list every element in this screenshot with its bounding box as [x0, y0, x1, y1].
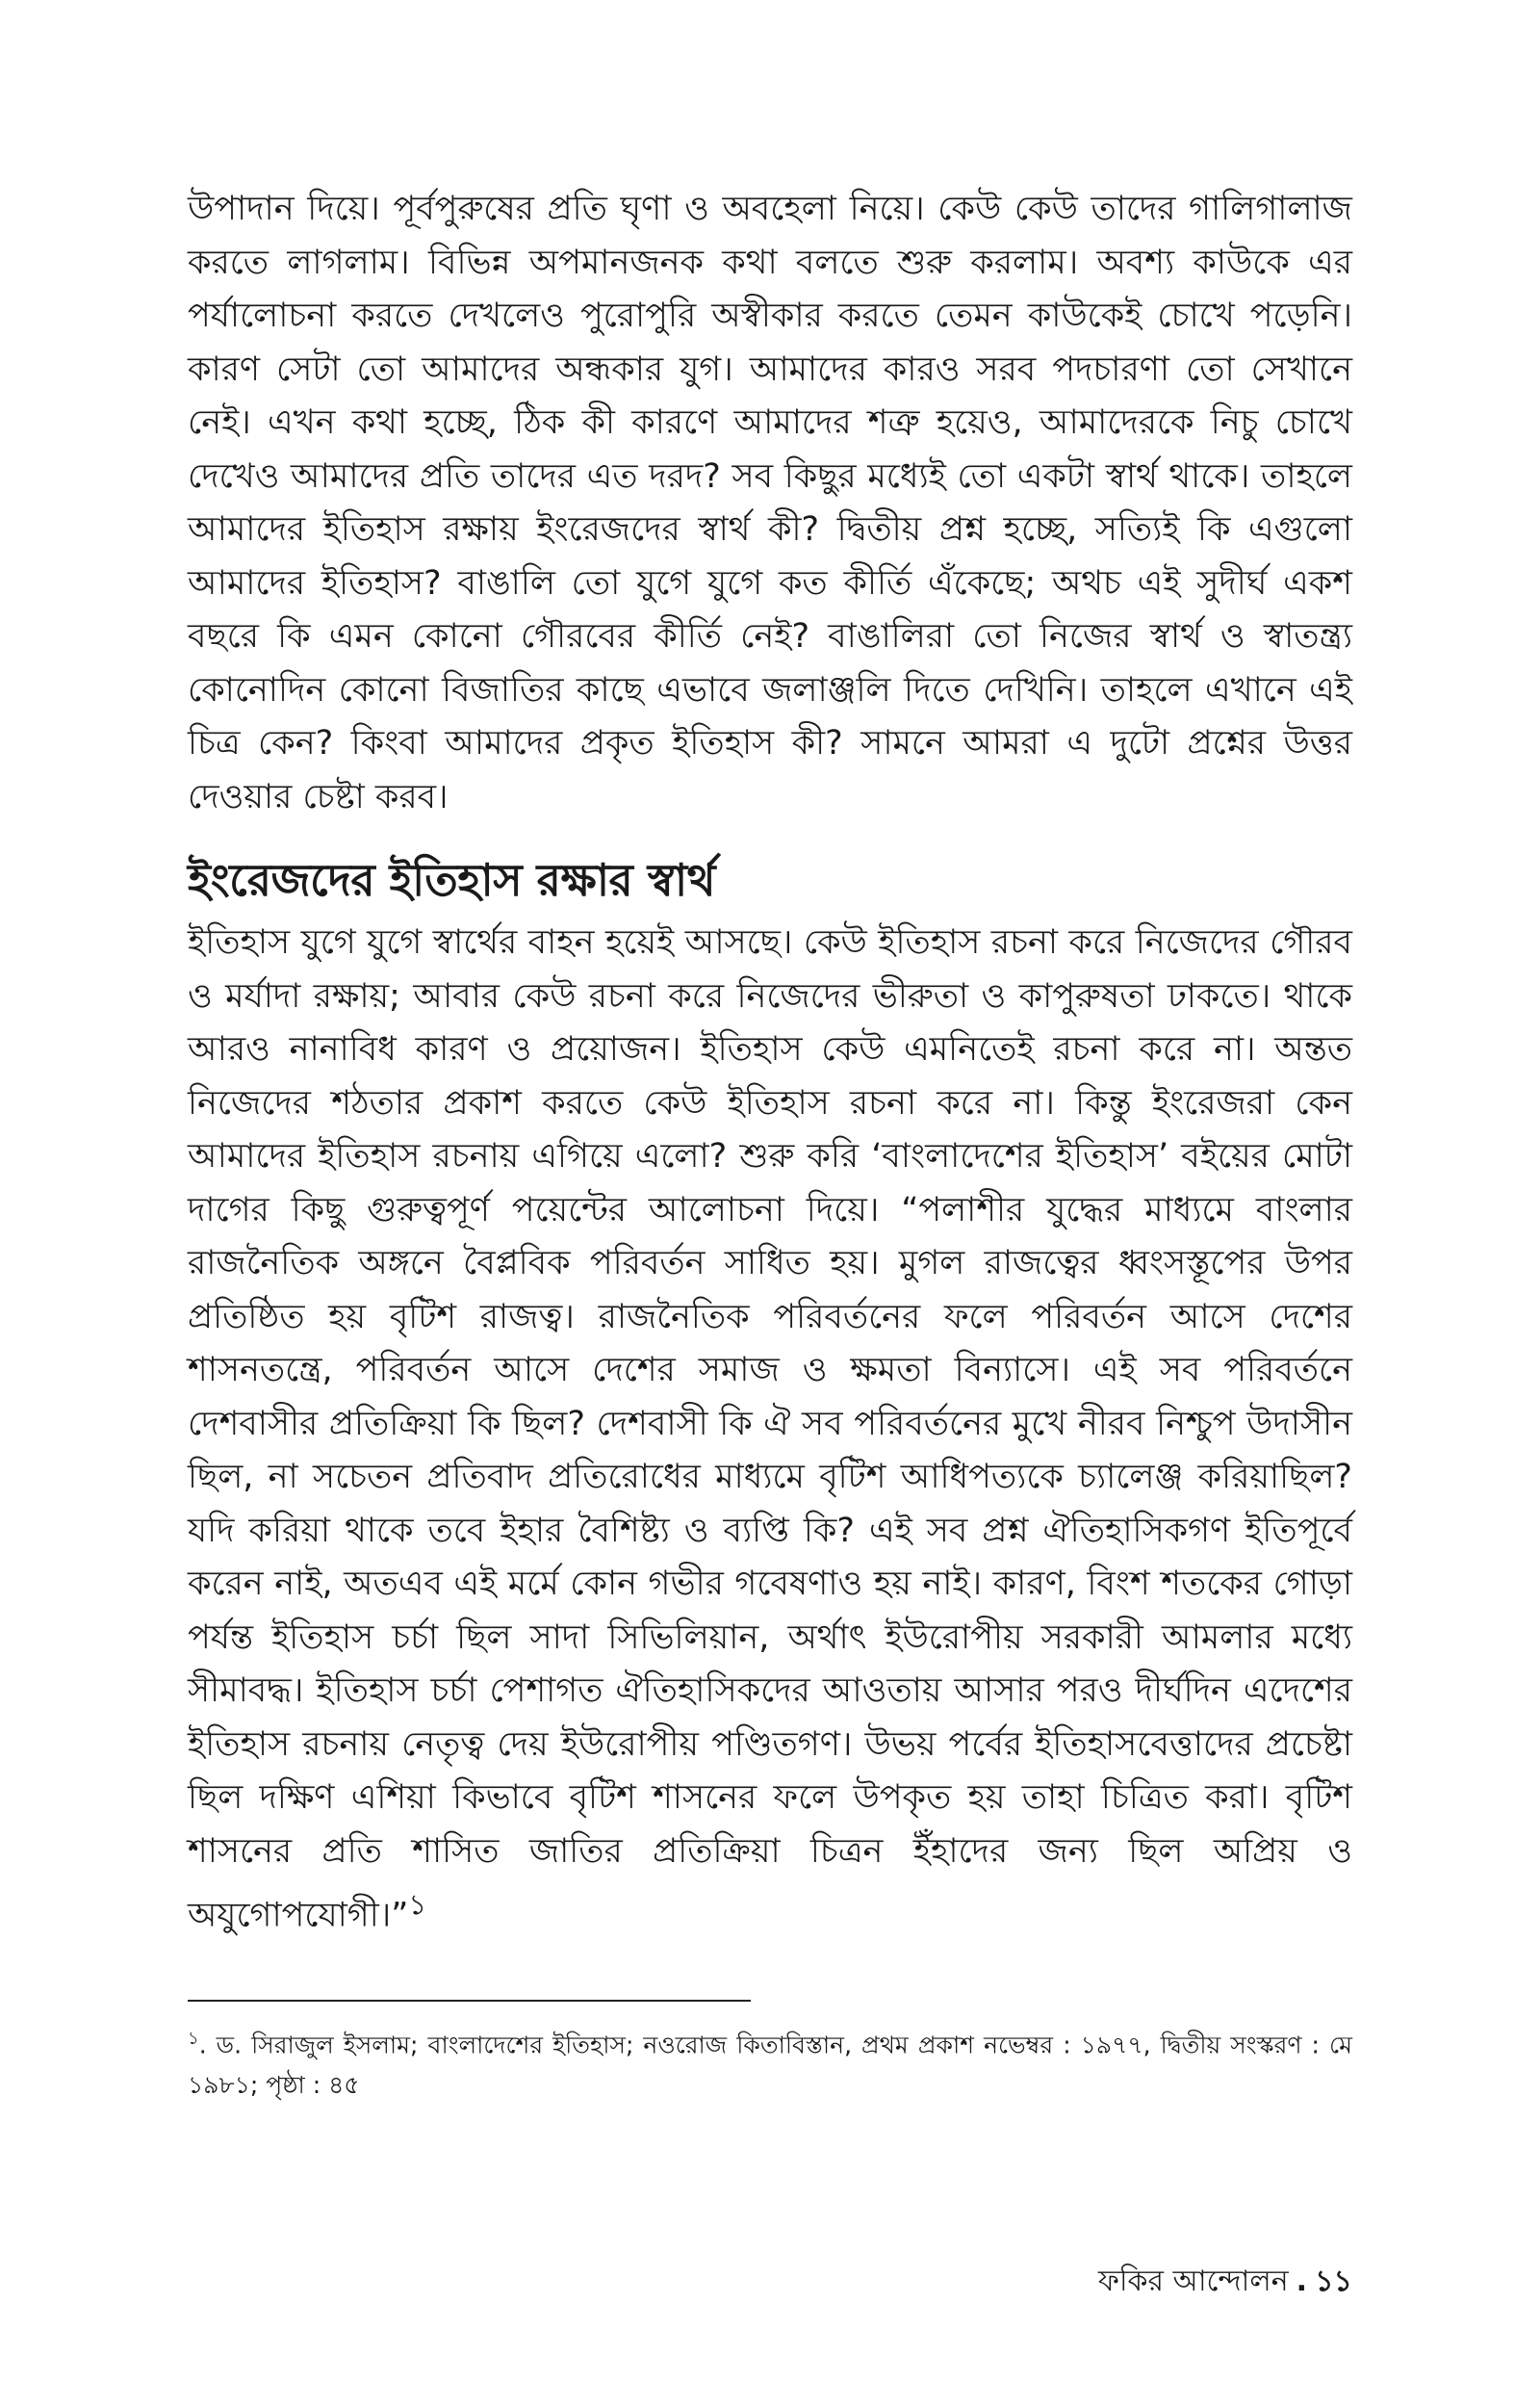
- page-number: ১১: [1315, 2265, 1352, 2298]
- section-heading: ইংরেজদের ইতিহাস রক্ষার স্বার্থ: [188, 854, 715, 906]
- page-footer: [1098, 2263, 1352, 2301]
- footnote-area: [188, 2000, 1352, 2106]
- body-paragraph-2: [188, 917, 1352, 1943]
- footnote-reference[interactable]: ১: [408, 1888, 427, 1921]
- paragraph-1-text: উপাদান দিয়ে। পূর্বপুরুষের প্রতি ঘৃণা ও অবহেলা নিয়ে। কেউ কেউ তাদের গালিগালাজ করতে লাগলাম। বিভিন্ন অপমানজনক কথা বলতে শুরু করলাম। অবশ্য কাউকে এর পর্যালোচনা করতে দেখলেও পুরোপুরি অস্বীকার করতে তেমন কাউকেই চোখে পড়েনি। কারণ সেটা তো আমাদের অন্ধকার যুগ। আমাদের কারও সরব পদচারণা তো সেখানে নেই। এখন কথা হচ্ছে, ঠিক কী কারণে আমাদের শত্রু হয়েও, আমাদেরকে নিচু চোখে দেখেও আমাদের প্রতি তাদের এত দরদ? সব কিছুর মধ্যেই তো একটা স্বার্থ থাকে। তাহলে আমাদের ইতিহাস রক্ষায় ইংরেজদের স্বার্থ কী? দ্বিতীয় প্রশ্ন হচ্ছে, সত্যিই কি এগুলো আমাদের ইতিহাস? বাঙালি তো যুগে যুগে কত কীর্তি এঁকেছে; অথচ এই সুদীর্ঘ একশ বছরে কি এমন কোনো গৌরবের কীর্তি নেই? বাঙালিরা তো নিজের স্বার্থ ও স্বাতন্ত্র্য কোনোদিন কোনো বিজাতির কাছে এভাবে জলাঞ্জলি দিতে দেখিনি। তাহলে এখানে এই চিত্র কেন? কিংবা আমাদের প্রকৃত ইতিহাস কী? সামনে আমরা এ দুটো প্রশ্নের উত্তর দেওয়ার চেষ্টা করব।: [188, 190, 1352, 816]
- footnote: [188, 2019, 1352, 2106]
- paragraph-2-text: ইতিহাস যুগে যুগে স্বার্থের বাহন হয়েই আসছে। কেউ ইতিহাস রচনা করে নিজেদের গৌরব ও মর্যাদা রক্ষায়; আবার কেউ রচনা করে নিজেদের ভীরুতা ও কাপুরুষতা ঢাকতে। থাকে আরও নানাবিধ কারণ ও প্রয়োজন। ইতিহাস কেউ এমনিতেই রচনা করে না। অন্তত নিজেদের শঠতার প্রকাশ করতে কেউ ইতিহাস রচনা করে না। কিন্তু ইংরেজরা কেন আমাদের ইতিহাস রচনায় এগিয়ে এলো? শুরু করি ‘বাংলাদেশের ইতিহাস’ বইয়ের মোটা দাগের কিছু গুরুত্বপূর্ণ পয়েন্টের আলোচনা দিয়ে। “পলাশীর যুদ্ধের মাধ্যমে বাংলার রাজনৈতিক অঙ্গনে বৈপ্লবিক পরিবর্তন সাধিত হয়। মুগল রাজত্বের ধ্বংসস্তূপের উপর প্রতিষ্ঠিত হয় বৃটিশ রাজত্ব। রাজনৈতিক পরিবর্তনের ফলে পরিবর্তন আসে দেশের শাসনতন্ত্রে, পরিবর্তন আসে দেশের সমাজ ও ক্ষমতা বিন্যাসে। এই সব পরিবর্তনে দেশবাসীর প্রতিক্রিয়া কি ছিল? দেশবাসী কি ঐ সব পরিবর্তনের মুখে নীরব নিশ্চুপ উদাসীন ছিল, না সচেতন প্রতিবাদ প্রতিরোধের মাধ্যমে বৃটিশ আধিপত্যকে চ্যালেঞ্জ করিয়াছিল? যদি করিয়া থাকে তবে ইহার বৈশিষ্ট্য ও ব্যপ্তি কি? এই সব প্রশ্ন ঐতিহাসিকগণ ইতিপূর্বে করেন নাই, অতএব এই মর্মে কোন গভীর গবেষণাও হয় নাই। কারণ, বিংশ শতকের গোড়া পর্যন্ত ইতিহাস চর্চা ছিল সাদা সিভিলিয়ান, অর্থাৎ ইউরোপীয় সরকারী আমলার মধ্যে সীমাবদ্ধ। ইতিহাস চর্চা পেশাগত ঐতিহাসিকদের আওতায় আসার পরও দীর্ঘদিন এদেশের ইতিহাস রচনায় নেতৃত্ব দেয় ইউরোপীয় পণ্ডিতগণ। উভয় পর্বের ইতিহাসবেত্তাদের প্রচেষ্টা ছিল দক্ষিণ এশিয়া কিভাবে বৃটিশ শাসনের ফলে উপকৃত হয় তাহা চিত্রিত করা। বৃটিশ শাসনের প্রতি শাসিত জাতির প্রতিক্রিয়া চিত্রন ইঁহাদের জন্য ছিল অপ্রিয় ও অযুগোপযোগী।”: [188, 923, 1352, 1935]
- running-title: ফকির আন্দোলন: [1098, 2265, 1289, 2298]
- footnote-marker: ১: [188, 2029, 199, 2049]
- footnote-text: . ড. সিরাজুল ইসলাম; বাংলাদেশের ইতিহাস; নওরোজ কিতাবিস্তান, প্রথম প্রকাশ নভেম্বর : ১৯৭৭, দ্বিতীয় সংস্করণ : মে ১৯৮১; পৃষ্ঠা : ৪৫: [188, 2031, 1352, 2100]
- footnote-divider: [188, 2000, 751, 2002]
- page-body: [188, 183, 1352, 1943]
- body-paragraph-1: [188, 183, 1352, 824]
- footer-separator: .: [1296, 2265, 1308, 2298]
